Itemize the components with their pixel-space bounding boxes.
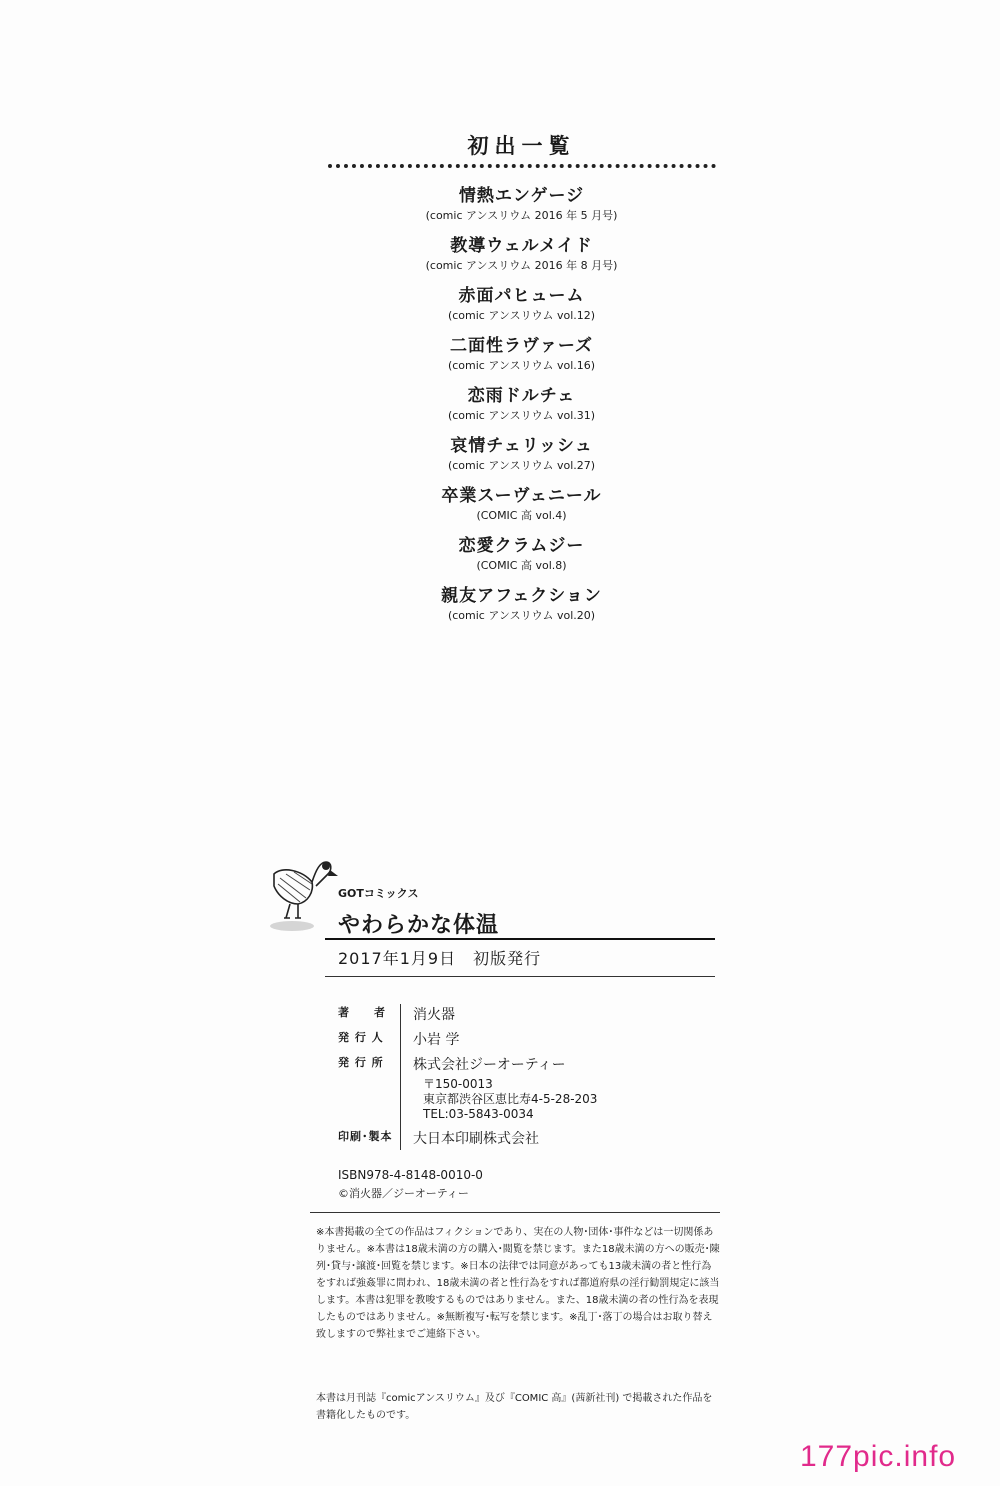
credit-separator (400, 1128, 401, 1150)
work-title: 教導ウェルメイド (450, 236, 593, 256)
series-label: GOTコミックス (338, 887, 419, 900)
work-source: (comic アンスリウム vol.12) (447, 309, 596, 322)
list-item (0, 483, 1000, 533)
credit-row-publisher-person (338, 1029, 597, 1054)
postal-code: 〒150-0013 (423, 1077, 493, 1091)
dotted-divider (328, 164, 716, 168)
printer-name: 大日本印刷株式会社 (413, 1131, 539, 1147)
work-title: 恋雨ドルチェ (467, 386, 576, 406)
list-item (0, 533, 1000, 583)
list-item (0, 583, 1000, 633)
work-title: 二面性ラヴァーズ (450, 336, 593, 356)
work-title: 恋愛クラムジー (458, 536, 585, 556)
credit-row-author (338, 1004, 597, 1029)
work-title: 卒業スーヴェニール (441, 486, 602, 506)
legal-notice: ※本書掲載の全ての作品はフィクションであり、実在の人物･団体･事件などは一切関係ありません。※本書は18歳未満の方の購入･閲覧を禁じます。また18歳未満の方への販売･陳列･貸与･譲渡･回覧を禁じます。※日本の法律では同意があっても13歳未満の者と性行為をすれば強姦罪に問われ、18歳未満の者と性行為をすれば都道府県の淫行勧罰規定に該当します。本書は犯罪を教唆するものではありません。また、18歳未満の者の性行為を表現したものではありません。※無断複写･転写を禁じます。※乱丁･落丁の場合はお取り替え致しますので弊社までご連絡下さい。 (316, 1227, 720, 1340)
list-item (0, 283, 1000, 333)
work-title: 赤面パヒューム (458, 286, 585, 306)
telephone: TEL:03-5843-0034 (423, 1107, 534, 1121)
list-item (0, 383, 1000, 433)
credit-row-printer (338, 1128, 597, 1150)
author-name: 消火器 (413, 1007, 455, 1023)
notice-divider (310, 1212, 720, 1213)
bird-logo-icon (268, 852, 340, 934)
work-source: (comic アンスリウム vol.31) (447, 409, 596, 422)
credit-row-publisher (338, 1054, 597, 1128)
book-title: やわらかな体温 (338, 913, 500, 938)
serialization-note: 本書は月刊誌『comicアンスリウム』及び『COMIC 高』(茜新社刊) で掲載された作品を書籍化したものです。 (316, 1393, 713, 1421)
credits-table (338, 1004, 597, 1150)
publisher-person-name: 小岩 学 (413, 1032, 460, 1048)
first-appearance-title: 初出一覧 (467, 134, 576, 158)
work-source: (comic アンスリウム vol.20) (447, 609, 596, 622)
list-item (0, 433, 1000, 483)
credit-label: 著 者 (338, 1006, 386, 1019)
work-source: (comic アンスリウム vol.16) (447, 359, 596, 372)
work-source: (comic アンスリウム 2016 年 5 月号) (425, 209, 618, 222)
list-item (0, 333, 1000, 383)
credit-separator (400, 1029, 401, 1054)
edition-date: 2017年1月9日 初版発行 (338, 949, 542, 968)
works-list (0, 183, 1000, 633)
credit-label: 発 行 人 (338, 1031, 384, 1044)
credit-separator (400, 1004, 401, 1029)
credit-separator (400, 1054, 401, 1128)
isbn: ISBN978-4-8148-0010-0 (338, 1168, 483, 1182)
list-item (0, 183, 1000, 233)
work-title: 情熱エンゲージ (458, 186, 585, 206)
credit-label: 印刷･製本 (338, 1130, 393, 1143)
publisher-name: 株式会社ジーオーティー (413, 1057, 566, 1073)
work-source: (comic アンスリウム 2016 年 8 月号) (425, 259, 618, 272)
address: 東京都渋谷区恵比寿4-5-28-203 (423, 1092, 598, 1106)
work-source: (COMIC 高 vol.4) (476, 509, 567, 522)
watermark-text: 177pic.info (800, 1440, 957, 1473)
work-source: (comic アンスリウム vol.27) (447, 459, 596, 472)
copyright: ©消火器／ジーオーティー (338, 1187, 469, 1200)
title-divider (325, 938, 715, 940)
work-title: 哀情チェリッシュ (450, 436, 593, 456)
edition-divider (325, 976, 715, 977)
work-title: 親友アフェクション (441, 586, 602, 606)
work-source: (COMIC 高 vol.8) (476, 559, 567, 572)
credit-label: 発 行 所 (338, 1056, 384, 1069)
list-item (0, 233, 1000, 283)
